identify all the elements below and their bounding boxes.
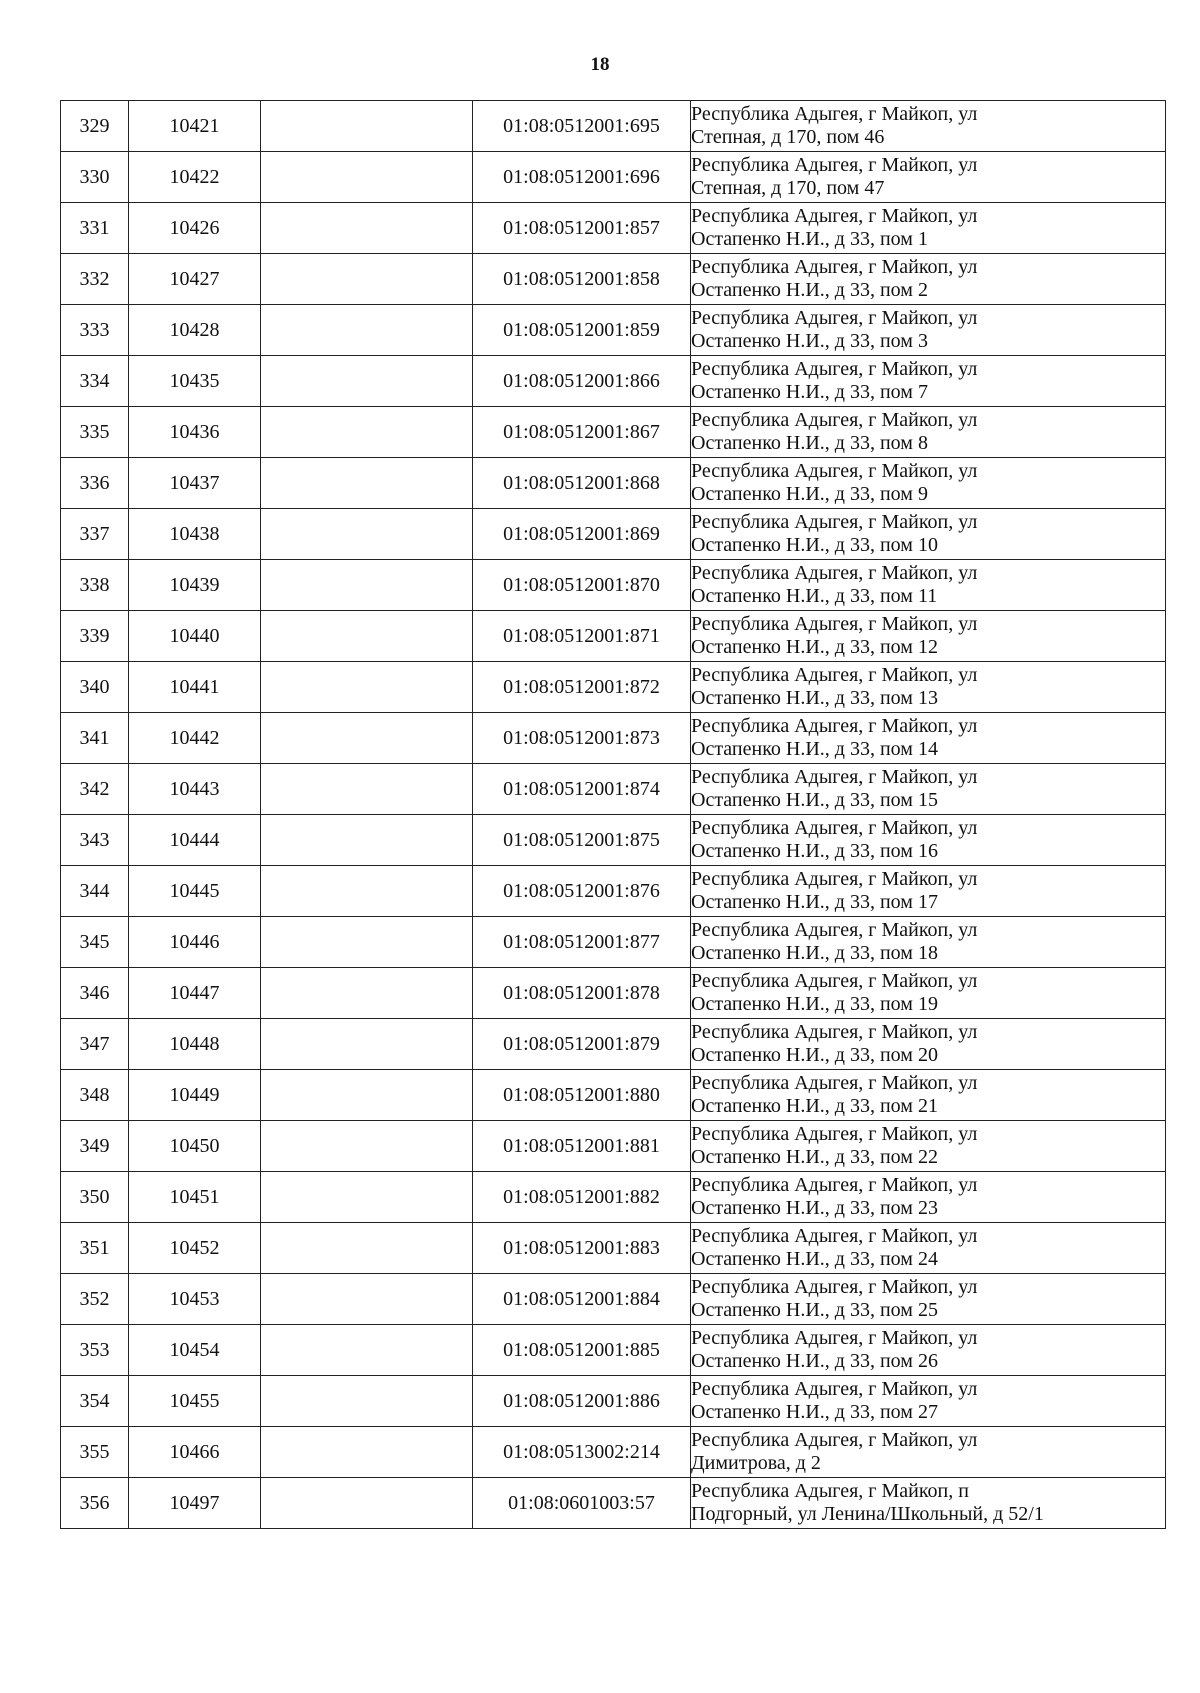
address-line: Остапенко Н.И., д 33, пом 16 — [691, 840, 938, 862]
registry-id-cell: 10438 — [129, 509, 261, 560]
table-row — [61, 407, 1166, 458]
address-cell — [691, 1172, 1166, 1223]
address-line: Остапенко Н.И., д 33, пом 7 — [691, 381, 928, 403]
address-line: Республика Адыгея, г Майкоп, ул — [691, 511, 978, 533]
row-number-cell: 344 — [61, 866, 129, 917]
registry-id-cell: 10454 — [129, 1325, 261, 1376]
registry-id-cell: 10426 — [129, 203, 261, 254]
row-number-cell: 354 — [61, 1376, 129, 1427]
registry-id-cell: 10428 — [129, 305, 261, 356]
registry-id-cell: 10442 — [129, 713, 261, 764]
address-line: Республика Адыгея, г Майкоп, ул — [691, 919, 978, 941]
empty-cell — [261, 1070, 473, 1121]
address-line: Республика Адыгея, г Майкоп, ул — [691, 1327, 978, 1349]
registry-id-cell: 10452 — [129, 1223, 261, 1274]
address-line: Республика Адыгея, г Майкоп, ул — [691, 1225, 978, 1247]
empty-cell — [261, 152, 473, 203]
address-line: Республика Адыгея, г Майкоп, ул — [691, 868, 978, 890]
address-line: Остапенко Н.И., д 33, пом 24 — [691, 1248, 938, 1270]
table-row — [61, 1478, 1166, 1529]
address-cell — [691, 101, 1166, 152]
registry-id-cell: 10422 — [129, 152, 261, 203]
address-line: Республика Адыгея, г Майкоп, ул — [691, 1378, 978, 1400]
registry-id-cell: 10443 — [129, 764, 261, 815]
address-line: Республика Адыгея, г Майкоп, ул — [691, 205, 978, 227]
empty-cell — [261, 662, 473, 713]
registry-id-cell: 10439 — [129, 560, 261, 611]
empty-cell — [261, 1427, 473, 1478]
table-row — [61, 305, 1166, 356]
registry-id-cell: 10444 — [129, 815, 261, 866]
table-row — [61, 1325, 1166, 1376]
cadastral-number-cell: 01:08:0601003:57 — [473, 1478, 691, 1529]
cadastral-number-cell: 01:08:0512001:886 — [473, 1376, 691, 1427]
table-row — [61, 254, 1166, 305]
address-cell — [691, 611, 1166, 662]
address-line: Республика Адыгея, г Майкоп, ул — [691, 613, 978, 635]
row-number-cell: 335 — [61, 407, 129, 458]
address-line: Остапенко Н.И., д 33, пом 1 — [691, 228, 928, 250]
address-cell — [691, 968, 1166, 1019]
registry-id-cell: 10441 — [129, 662, 261, 713]
address-line: Остапенко Н.И., д 33, пом 17 — [691, 891, 938, 913]
registry-id-cell: 10437 — [129, 458, 261, 509]
row-number-cell: 339 — [61, 611, 129, 662]
row-number-cell: 353 — [61, 1325, 129, 1376]
row-number-cell: 340 — [61, 662, 129, 713]
address-line: Остапенко Н.И., д 33, пом 21 — [691, 1095, 938, 1117]
cadastral-number-cell: 01:08:0512001:883 — [473, 1223, 691, 1274]
empty-cell — [261, 968, 473, 1019]
registry-id-cell: 10451 — [129, 1172, 261, 1223]
address-line: Остапенко Н.И., д 33, пом 26 — [691, 1350, 938, 1372]
page-number: 18 — [590, 54, 610, 75]
registry-table-body — [61, 101, 1166, 1529]
address-line: Республика Адыгея, г Майкоп, ул — [691, 409, 978, 431]
address-line: Остапенко Н.И., д 33, пом 20 — [691, 1044, 938, 1066]
row-number-cell: 352 — [61, 1274, 129, 1325]
empty-cell — [261, 815, 473, 866]
table-row — [61, 866, 1166, 917]
table-row — [61, 1019, 1166, 1070]
cadastral-number-cell: 01:08:0512001:871 — [473, 611, 691, 662]
address-cell — [691, 305, 1166, 356]
row-number-cell: 351 — [61, 1223, 129, 1274]
row-number-cell: 337 — [61, 509, 129, 560]
cadastral-number-cell: 01:08:0512001:876 — [473, 866, 691, 917]
address-cell — [691, 1121, 1166, 1172]
empty-cell — [261, 458, 473, 509]
address-line: Республика Адыгея, г Майкоп, ул — [691, 256, 978, 278]
address-line: Республика Адыгея, г Майкоп, ул — [691, 562, 978, 584]
cadastral-number-cell: 01:08:0512001:877 — [473, 917, 691, 968]
row-number-cell: 336 — [61, 458, 129, 509]
address-line: Республика Адыгея, г Майкоп, п — [691, 1480, 969, 1502]
address-line: Остапенко Н.И., д 33, пом 25 — [691, 1299, 938, 1321]
cadastral-number-cell: 01:08:0512001:885 — [473, 1325, 691, 1376]
row-number-cell: 334 — [61, 356, 129, 407]
row-number-cell: 348 — [61, 1070, 129, 1121]
row-number-cell: 355 — [61, 1427, 129, 1478]
registry-id-cell: 10449 — [129, 1070, 261, 1121]
table-row — [61, 1172, 1166, 1223]
cadastral-number-cell: 01:08:0512001:875 — [473, 815, 691, 866]
cadastral-number-cell: 01:08:0512001:870 — [473, 560, 691, 611]
address-line: Остапенко Н.И., д 33, пом 10 — [691, 534, 938, 556]
registry-id-cell: 10455 — [129, 1376, 261, 1427]
address-cell — [691, 509, 1166, 560]
registry-id-cell: 10445 — [129, 866, 261, 917]
row-number-cell: 333 — [61, 305, 129, 356]
address-cell — [691, 713, 1166, 764]
cadastral-number-cell: 01:08:0512001:867 — [473, 407, 691, 458]
address-cell — [691, 662, 1166, 713]
empty-cell — [261, 1478, 473, 1529]
address-line: Остапенко Н.И., д 33, пом 23 — [691, 1197, 938, 1219]
registry-id-cell: 10447 — [129, 968, 261, 1019]
address-cell — [691, 254, 1166, 305]
cadastral-number-cell: 01:08:0512001:879 — [473, 1019, 691, 1070]
cadastral-number-cell: 01:08:0512001:881 — [473, 1121, 691, 1172]
table-row — [61, 560, 1166, 611]
address-line: Республика Адыгея, г Майкоп, ул — [691, 154, 978, 176]
empty-cell — [261, 713, 473, 764]
empty-cell — [261, 764, 473, 815]
empty-cell — [261, 1019, 473, 1070]
registry-id-cell: 10436 — [129, 407, 261, 458]
registry-id-cell: 10497 — [129, 1478, 261, 1529]
address-cell — [691, 1223, 1166, 1274]
address-line: Республика Адыгея, г Майкоп, ул — [691, 307, 978, 329]
cadastral-number-cell: 01:08:0512001:873 — [473, 713, 691, 764]
registry-id-cell: 10421 — [129, 101, 261, 152]
table-row — [61, 1376, 1166, 1427]
registry-id-cell: 10427 — [129, 254, 261, 305]
registry-id-cell: 10440 — [129, 611, 261, 662]
registry-id-cell: 10466 — [129, 1427, 261, 1478]
table-row — [61, 662, 1166, 713]
table-row — [61, 152, 1166, 203]
registry-table — [60, 100, 1166, 1529]
address-line: Остапенко Н.И., д 33, пом 8 — [691, 432, 928, 454]
table-row — [61, 1223, 1166, 1274]
address-cell — [691, 203, 1166, 254]
empty-cell — [261, 1274, 473, 1325]
row-number-cell: 349 — [61, 1121, 129, 1172]
address-line: Республика Адыгея, г Майкоп, ул — [691, 358, 978, 380]
empty-cell — [261, 407, 473, 458]
cadastral-number-cell: 01:08:0512001:868 — [473, 458, 691, 509]
address-line: Остапенко Н.И., д 33, пом 14 — [691, 738, 938, 760]
address-line: Республика Адыгея, г Майкоп, ул — [691, 103, 978, 125]
address-line: Республика Адыгея, г Майкоп, ул — [691, 715, 978, 737]
address-line: Остапенко Н.И., д 33, пом 18 — [691, 942, 938, 964]
address-line: Республика Адыгея, г Майкоп, ул — [691, 766, 978, 788]
address-line: Подгорный, ул Ленина/Школьный, д 52/1 — [691, 1503, 1044, 1525]
row-number-cell: 347 — [61, 1019, 129, 1070]
address-cell — [691, 1478, 1166, 1529]
table-row — [61, 101, 1166, 152]
registry-id-cell: 10450 — [129, 1121, 261, 1172]
address-cell — [691, 560, 1166, 611]
empty-cell — [261, 101, 473, 152]
address-line: Республика Адыгея, г Майкоп, ул — [691, 664, 978, 686]
table-row — [61, 713, 1166, 764]
address-line: Остапенко Н.И., д 33, пом 22 — [691, 1146, 938, 1168]
empty-cell — [261, 203, 473, 254]
address-cell — [691, 917, 1166, 968]
address-line: Республика Адыгея, г Майкоп, ул — [691, 970, 978, 992]
address-cell — [691, 152, 1166, 203]
empty-cell — [261, 560, 473, 611]
row-number-cell: 342 — [61, 764, 129, 815]
table-row — [61, 509, 1166, 560]
row-number-cell: 341 — [61, 713, 129, 764]
empty-cell — [261, 356, 473, 407]
address-cell — [691, 1427, 1166, 1478]
cadastral-number-cell: 01:08:0513002:214 — [473, 1427, 691, 1478]
address-cell — [691, 866, 1166, 917]
address-line: Республика Адыгея, г Майкоп, ул — [691, 817, 978, 839]
address-line: Остапенко Н.И., д 33, пом 27 — [691, 1401, 938, 1423]
address-line: Республика Адыгея, г Майкоп, ул — [691, 460, 978, 482]
table-row — [61, 611, 1166, 662]
address-line: Остапенко Н.И., д 33, пом 2 — [691, 279, 928, 301]
cadastral-number-cell: 01:08:0512001:866 — [473, 356, 691, 407]
cadastral-number-cell: 01:08:0512001:878 — [473, 968, 691, 1019]
address-cell — [691, 1376, 1166, 1427]
empty-cell — [261, 1121, 473, 1172]
empty-cell — [261, 866, 473, 917]
table-row — [61, 1070, 1166, 1121]
empty-cell — [261, 305, 473, 356]
address-line: Республика Адыгея, г Майкоп, ул — [691, 1021, 978, 1043]
registry-id-cell: 10446 — [129, 917, 261, 968]
address-line: Остапенко Н.И., д 33, пом 3 — [691, 330, 928, 352]
address-line: Остапенко Н.И., д 33, пом 15 — [691, 789, 938, 811]
row-number-cell: 332 — [61, 254, 129, 305]
empty-cell — [261, 1325, 473, 1376]
cadastral-number-cell: 01:08:0512001:696 — [473, 152, 691, 203]
empty-cell — [261, 509, 473, 560]
address-line: Степная, д 170, пом 47 — [691, 177, 885, 199]
empty-cell — [261, 1172, 473, 1223]
table-row — [61, 764, 1166, 815]
table-row — [61, 815, 1166, 866]
address-line: Димитрова, д 2 — [691, 1452, 821, 1474]
row-number-cell: 346 — [61, 968, 129, 1019]
registry-id-cell: 10448 — [129, 1019, 261, 1070]
registry-id-cell: 10453 — [129, 1274, 261, 1325]
cadastral-number-cell: 01:08:0512001:859 — [473, 305, 691, 356]
empty-cell — [261, 611, 473, 662]
address-line: Остапенко Н.И., д 33, пом 9 — [691, 483, 928, 505]
row-number-cell: 330 — [61, 152, 129, 203]
address-line: Республика Адыгея, г Майкоп, ул — [691, 1276, 978, 1298]
address-line: Остапенко Н.И., д 33, пом 12 — [691, 636, 938, 658]
table-row — [61, 968, 1166, 1019]
table-row — [61, 1427, 1166, 1478]
cadastral-number-cell: 01:08:0512001:857 — [473, 203, 691, 254]
address-cell — [691, 1325, 1166, 1376]
cadastral-number-cell: 01:08:0512001:872 — [473, 662, 691, 713]
address-line: Республика Адыгея, г Майкоп, ул — [691, 1429, 978, 1451]
address-cell — [691, 407, 1166, 458]
registry-id-cell: 10435 — [129, 356, 261, 407]
cadastral-number-cell: 01:08:0512001:874 — [473, 764, 691, 815]
table-row — [61, 356, 1166, 407]
address-line: Республика Адыгея, г Майкоп, ул — [691, 1174, 978, 1196]
address-line: Степная, д 170, пом 46 — [691, 126, 885, 148]
address-cell — [691, 458, 1166, 509]
table-row — [61, 917, 1166, 968]
table-row — [61, 1274, 1166, 1325]
address-line: Остапенко Н.И., д 33, пом 11 — [691, 585, 938, 607]
cadastral-number-cell: 01:08:0512001:858 — [473, 254, 691, 305]
cadastral-number-cell: 01:08:0512001:869 — [473, 509, 691, 560]
cadastral-number-cell: 01:08:0512001:882 — [473, 1172, 691, 1223]
address-cell — [691, 1274, 1166, 1325]
address-line: Республика Адыгея, г Майкоп, ул — [691, 1123, 978, 1145]
empty-cell — [261, 917, 473, 968]
address-line: Остапенко Н.И., д 33, пом 19 — [691, 993, 938, 1015]
row-number-cell: 345 — [61, 917, 129, 968]
address-line: Республика Адыгея, г Майкоп, ул — [691, 1072, 978, 1094]
cadastral-number-cell: 01:08:0512001:884 — [473, 1274, 691, 1325]
row-number-cell: 350 — [61, 1172, 129, 1223]
address-cell — [691, 815, 1166, 866]
row-number-cell: 331 — [61, 203, 129, 254]
address-line: Остапенко Н.И., д 33, пом 13 — [691, 687, 938, 709]
empty-cell — [261, 1223, 473, 1274]
cadastral-number-cell: 01:08:0512001:880 — [473, 1070, 691, 1121]
address-cell — [691, 1019, 1166, 1070]
cadastral-number-cell: 01:08:0512001:695 — [473, 101, 691, 152]
table-row — [61, 458, 1166, 509]
row-number-cell: 343 — [61, 815, 129, 866]
row-number-cell: 338 — [61, 560, 129, 611]
table-row — [61, 1121, 1166, 1172]
empty-cell — [261, 254, 473, 305]
empty-cell — [261, 1376, 473, 1427]
row-number-cell: 329 — [61, 101, 129, 152]
address-cell — [691, 764, 1166, 815]
address-cell — [691, 1070, 1166, 1121]
table-row — [61, 203, 1166, 254]
address-cell — [691, 356, 1166, 407]
row-number-cell: 356 — [61, 1478, 129, 1529]
